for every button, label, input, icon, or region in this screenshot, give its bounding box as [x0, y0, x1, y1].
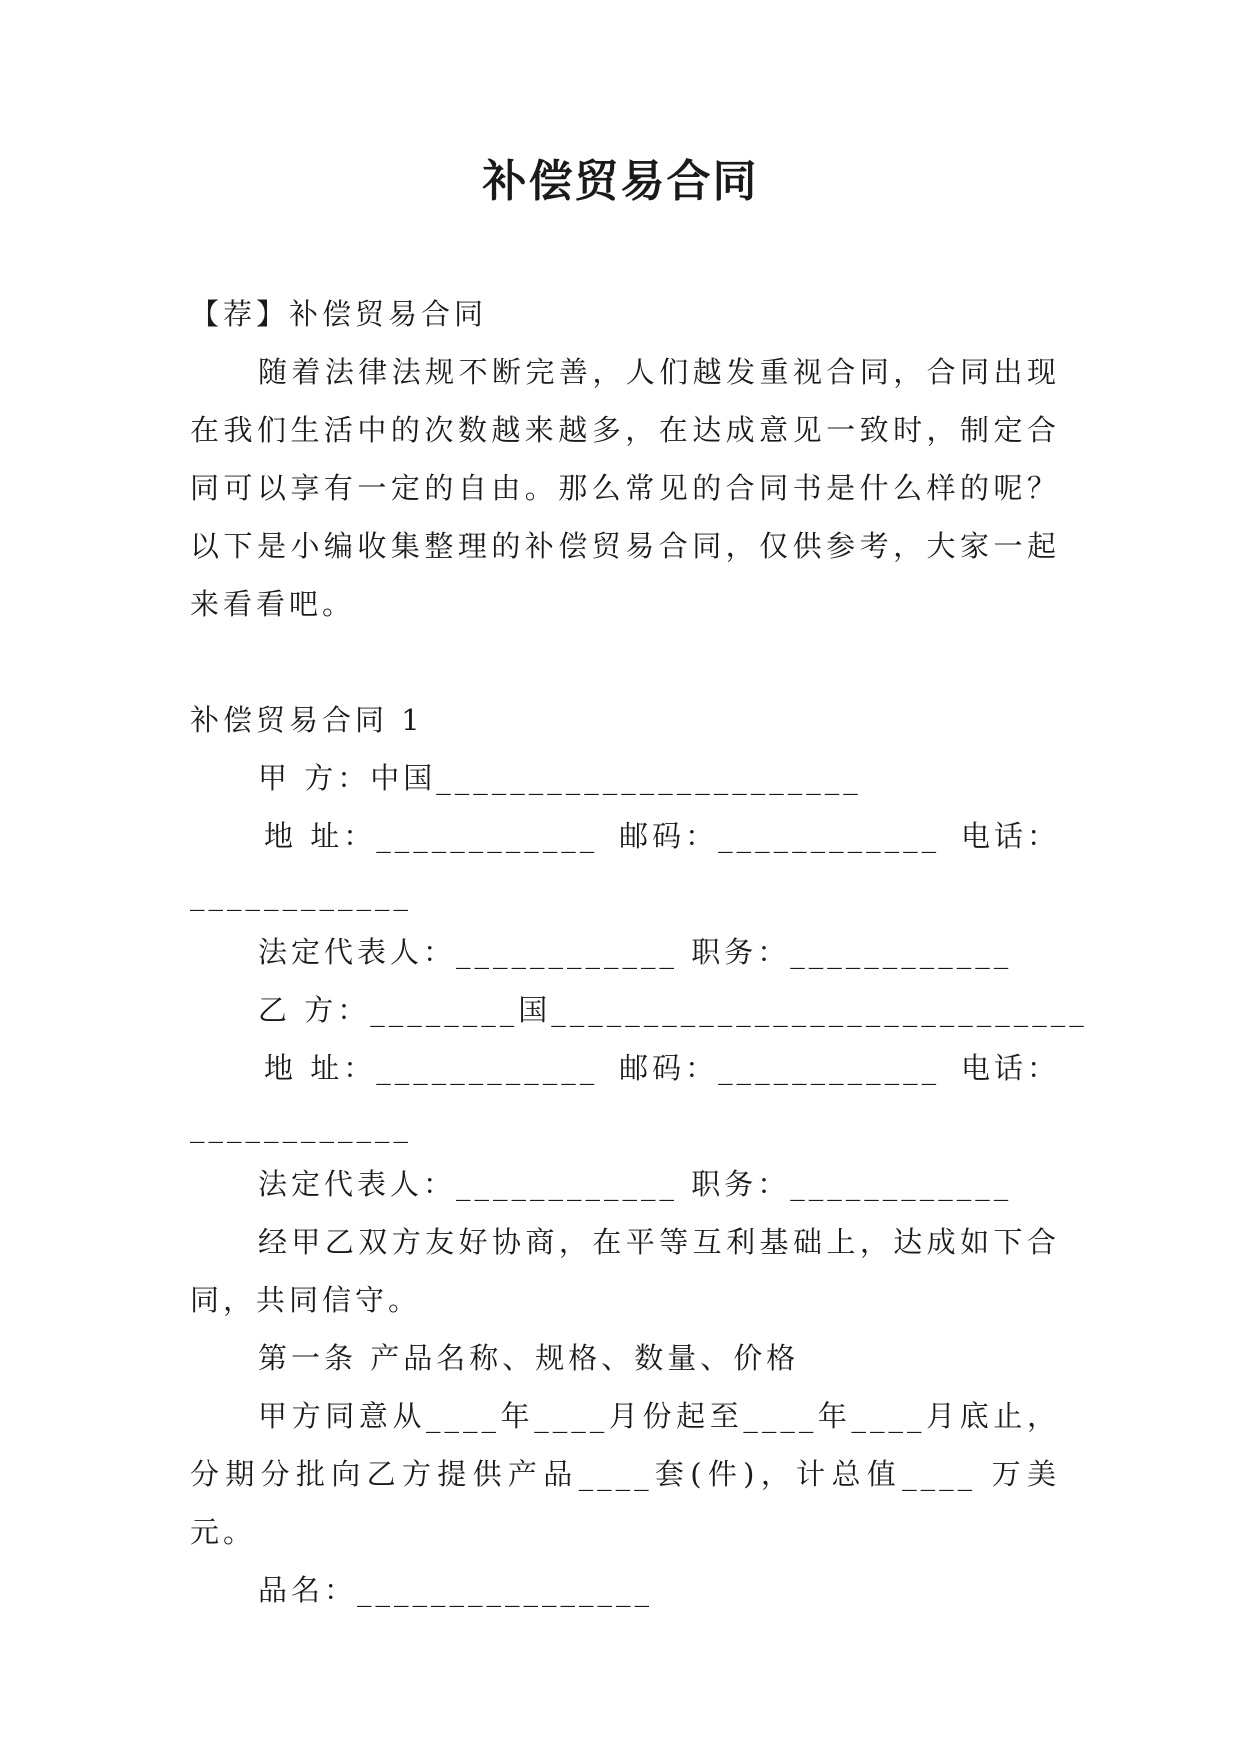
party-a-contact-row [190, 807, 1060, 865]
party-a-name: 甲 方：中国_______________________ [258, 761, 862, 795]
party-b-address: 地 址：____________ [264, 1051, 599, 1085]
product-name-line: 品名：________________ [258, 1573, 654, 1607]
party-b-phone-label: 电话： [960, 1051, 1060, 1085]
party-a-phone-blank: ____________ [190, 877, 412, 911]
intro-paragraph: 随着法律法规不断完善，人们越发重视合同，合同出现在我们生活中的次数越来越多，在达成意见一致时，制定合同可以享有一定的自由。那么常见的合同书是什么样的呢？以下是小编收集整理的补偿贸易合同，仅供参考，大家一起来看看吧。 [190, 355, 1060, 621]
party-b-contact-row [190, 1039, 1060, 1097]
recommend-line: 【荐】补偿贸易合同 [190, 297, 488, 331]
agreement-paragraph: 经甲乙双方友好协商，在平等互利基础上，达成如下合同，共同信守。 [190, 1225, 1060, 1317]
party-b-zip: 邮码：____________ [619, 1051, 941, 1085]
document-body [190, 285, 1088, 1619]
article-1-text: 甲方同意从____年____月份起至____年____月底止，分期分批向乙方提供产品____套(件)，计总值____ 万美元。 [190, 1399, 1060, 1549]
party-b-name: 乙 方：________国_____________________________ [258, 993, 1088, 1027]
document-title: 补偿贸易合同 [482, 156, 759, 207]
spacer [190, 633, 1060, 691]
party-b-representative: 法定代表人：____________ 职务：____________ [258, 1167, 1013, 1201]
party-a-phone-label: 电话： [960, 819, 1060, 853]
party-a-representative: 法定代表人：____________ 职务：____________ [258, 935, 1013, 969]
article-1-title: 第一条 产品名称、规格、数量、价格 [258, 1341, 800, 1375]
party-b-phone-blank: ____________ [190, 1109, 412, 1143]
section-heading: 补偿贸易合同 1 [190, 703, 424, 737]
party-a-address: 地 址：____________ [264, 819, 599, 853]
party-a-zip: 邮码：____________ [619, 819, 941, 853]
